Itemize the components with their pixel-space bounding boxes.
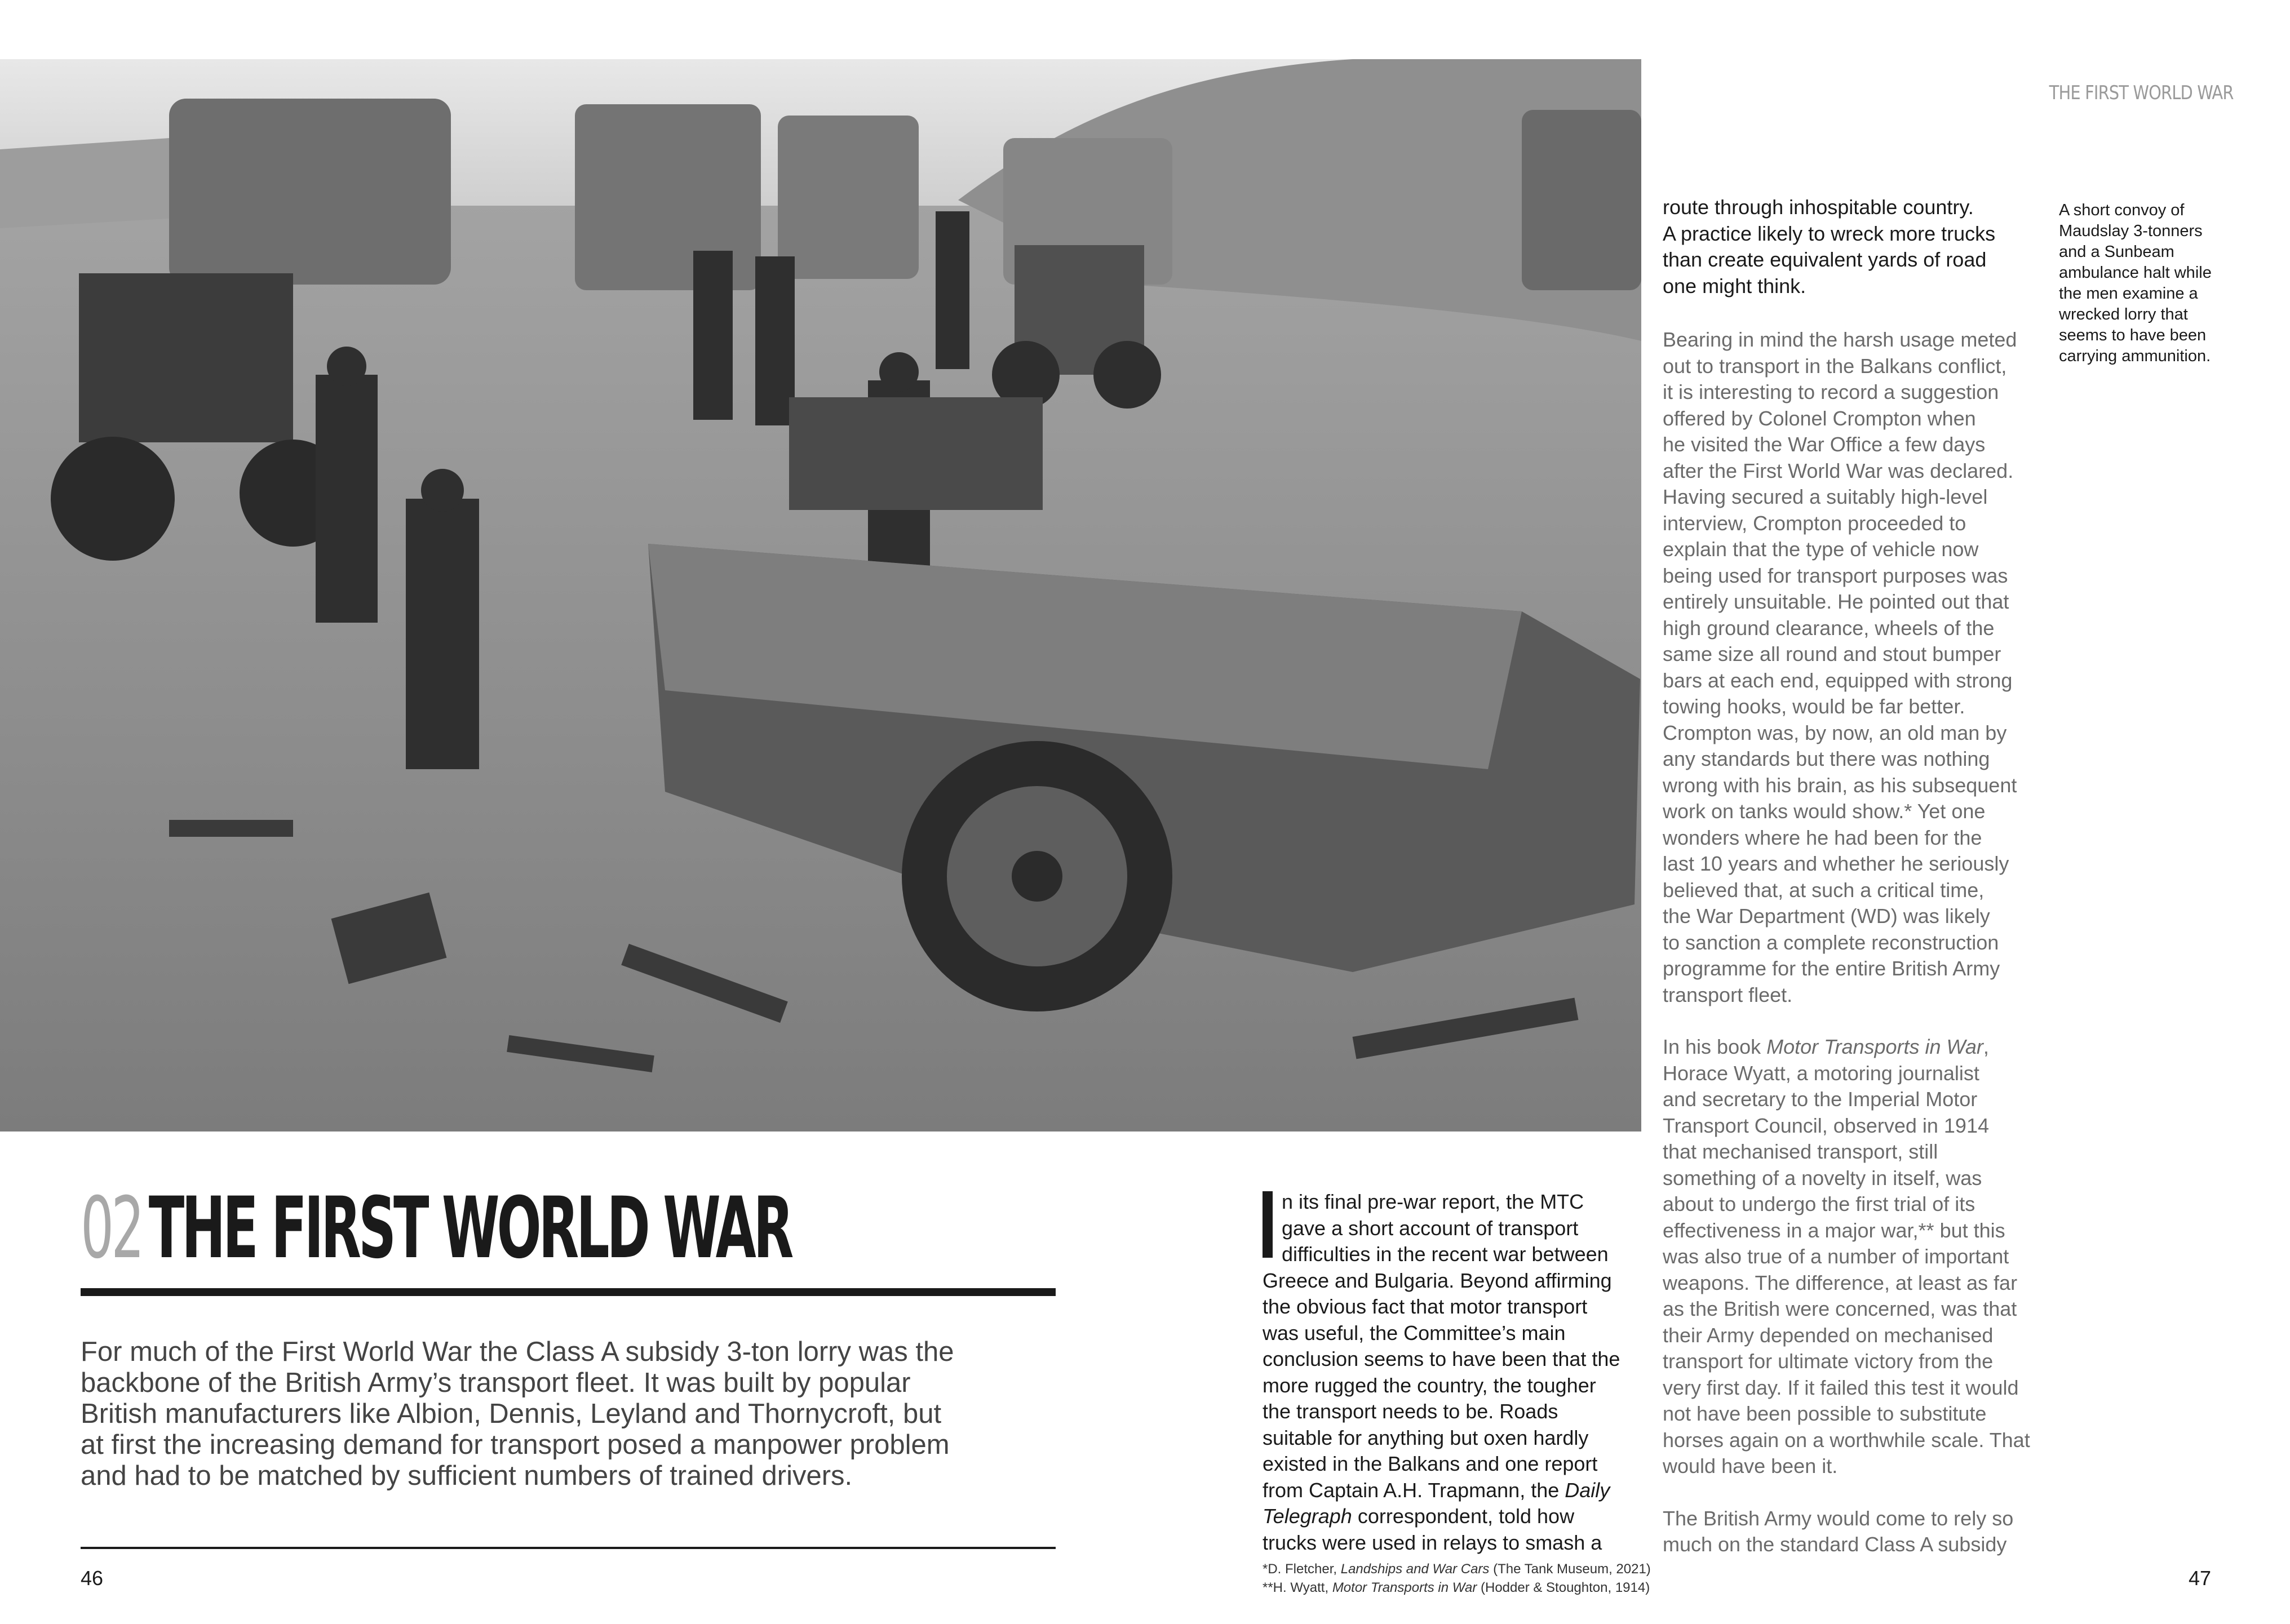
body-line: the obvious fact that motor transport — [1263, 1295, 1588, 1318]
body-line: as the British were concerned, was that — [1663, 1297, 2017, 1320]
body-line: to sanction a complete reconstruction — [1663, 930, 1999, 954]
body-line: being used for transport purposes was — [1663, 563, 2008, 587]
body-line: route through inhospitable country. — [1663, 196, 1974, 219]
body-line: A practice likely to wreck more trucks — [1663, 221, 1996, 245]
intro-line: For much of the First World War the Class A subsidy 3-ton lorry was the — [81, 1337, 954, 1367]
body-line: from Captain A.H. Trapmann, the Daily — [1263, 1478, 1610, 1502]
body-line: the transport needs to be. Roads — [1263, 1400, 1558, 1423]
body-line: Horace Wyatt, a motoring journalist — [1663, 1061, 1979, 1085]
body-line: horses again on a worthwhile scale. That — [1663, 1428, 2030, 1452]
body-line: believed that, at such a critical time, — [1663, 878, 1985, 902]
body-line: trucks were used in relays to smash a — [1263, 1530, 1602, 1554]
body-line: last 10 years and whether he seriously — [1663, 852, 2009, 875]
body-line: and secretary to the Imperial Motor — [1663, 1088, 1978, 1111]
body-line: gave a short account of transport — [1282, 1216, 1579, 1240]
body-line: programme for the entire British Army — [1663, 957, 2000, 980]
body-line: difficulties in the recent war between — [1282, 1243, 1609, 1266]
intro-line: at first the increasing demand for transport posed a manpower problem — [81, 1430, 950, 1460]
body-line: not have been possible to substitute — [1663, 1402, 1987, 1425]
body-column-right — [1663, 327, 2057, 1584]
body-line: In his book Motor Transports in War, — [1663, 1035, 1989, 1058]
body-line: out to transport in the Balkans conflict, — [1663, 354, 2007, 378]
body-line: about to undergo the first trial of its — [1663, 1192, 1975, 1215]
body-line: high ground clearance, wheels of the — [1663, 616, 1995, 640]
paragraph-british-army — [1663, 1506, 2057, 1558]
body-line: entirely unsuitable. He pointed out that — [1663, 590, 2009, 613]
body-line: offered by Colonel Crompton when — [1663, 406, 1976, 430]
body-line: he visited the War Office a few days — [1663, 433, 1986, 456]
body-line: would have been it. — [1663, 1454, 1838, 1477]
paragraph-crompton — [1663, 327, 2057, 1008]
caption-line: the men examine a — [2059, 285, 2198, 303]
caption-line: carrying ammunition. — [2059, 347, 2211, 365]
caption-line: A short convoy of — [2059, 201, 2185, 219]
body-line: one might think. — [1663, 274, 1806, 298]
body-line: any standards but there was nothing — [1663, 747, 1990, 770]
body-line: much on the standard Class A subsidy — [1663, 1533, 2007, 1556]
body-line: suitable for anything but oxen hardly — [1263, 1426, 1589, 1449]
caption-line: and a Sunbeam — [2059, 243, 2174, 261]
body-line: wonders where he had been for the — [1663, 826, 1982, 849]
body-line: transport fleet. — [1663, 983, 1793, 1006]
body-column-middle — [1263, 1189, 1651, 1556]
body-line: existed in the Balkans and one report — [1263, 1452, 1598, 1475]
body-line: Bearing in mind the harsh usage meted — [1663, 328, 2017, 351]
caption-line: seems to have been — [2059, 326, 2207, 344]
page-number-right: 47 — [2188, 1567, 2211, 1590]
body-line: The British Army would come to rely so — [1663, 1506, 2014, 1530]
bottom-rule — [81, 1547, 1056, 1549]
wrecked-lorry-photo — [0, 59, 1641, 1132]
photo-caption — [2059, 200, 2245, 367]
body-line: their Army depended on mechanised — [1663, 1323, 1994, 1347]
body-line: something of a novelty in itself, was — [1663, 1166, 1982, 1190]
body-line: n its final pre-war report, the MTC — [1282, 1190, 1584, 1213]
body-line: very first day. If it failed this test it would — [1663, 1375, 2019, 1399]
body-line: effectiveness in a major war,** but this — [1663, 1218, 2005, 1242]
body-line: Having secured a suitably high-level — [1663, 485, 1988, 508]
footnote-2: **H. Wyatt, Motor Transports in War (Hodder & Stoughton, 1914) — [1263, 1580, 1650, 1595]
footnotes — [1263, 1560, 1651, 1597]
book-title: Motor Transports in War — [1766, 1035, 1983, 1058]
newspaper-name: Daily — [1565, 1478, 1610, 1502]
caption-line: wrecked lorry that — [2059, 305, 2188, 323]
body-line: Transport Council, observed in 1914 — [1663, 1113, 1989, 1137]
footnote-1: *D. Fletcher, Landships and War Cars (The Tank Museum, 2021) — [1263, 1561, 1651, 1577]
chapter-title-text: THE FIRST WORLD WAR — [148, 1179, 791, 1277]
body-line: explain that the type of vehicle now — [1663, 538, 1979, 561]
body-line: work on tanks would show.* Yet one — [1663, 800, 1986, 823]
title-rule — [81, 1288, 1056, 1296]
body-line: it is interesting to record a suggestion — [1663, 380, 1999, 403]
body-line: Crompton was, by now, an old man by — [1663, 721, 2007, 744]
body-line: wrong with his brain, as his subsequent — [1663, 773, 2017, 797]
body-line: weapons. The difference, at least as far — [1663, 1271, 2018, 1294]
body-column-right-top — [1663, 194, 2057, 299]
caption-line: Maudslay 3-tonners — [2059, 222, 2203, 240]
body-line: that mechanised transport, still — [1663, 1140, 1938, 1163]
body-line: Greece and Bulgaria. Beyond affirming — [1263, 1268, 1612, 1292]
body-line: was also true of a number of important — [1663, 1245, 2009, 1268]
page-number-left: 46 — [81, 1567, 104, 1590]
intro-line: and had to be matched by sufficient numbers of trained drivers. — [81, 1461, 853, 1491]
intro-line: backbone of the British Army’s transport fleet. It was built by popular — [81, 1368, 911, 1398]
body-line: towing hooks, would be far better. — [1663, 695, 1965, 718]
body-line: transport for ultimate victory from the — [1663, 1350, 1994, 1373]
running-head: THE FIRST WORLD WAR — [2049, 82, 2234, 104]
paragraph-wyatt — [1663, 1034, 2057, 1480]
body-line: conclusion seems to have been that the — [1263, 1347, 1620, 1370]
body-line: more rugged the country, the tougher — [1263, 1373, 1596, 1397]
chapter-number: 02 — [81, 1179, 142, 1277]
body-line: than create equivalent yards of road — [1663, 248, 1987, 271]
body-line: same size all round and stout bumper — [1663, 642, 2001, 665]
body-line: bars at each end, equipped with strong — [1663, 668, 2013, 692]
body-line: was useful, the Committee’s main — [1263, 1321, 1566, 1345]
newspaper-name: Telegraph — [1263, 1505, 1352, 1528]
body-line: Telegraph correspondent, told how — [1263, 1505, 1575, 1528]
intro-paragraph — [81, 1337, 1061, 1492]
body-line: after the First World War was declared. — [1663, 459, 2014, 482]
intro-line: British manufacturers like Albion, Dennis, Leyland and Thornycroft, but — [81, 1399, 942, 1429]
chapter-title — [81, 1179, 791, 1277]
caption-line: ambulance halt while — [2059, 264, 2212, 282]
body-line: the War Department (WD) was likely — [1663, 904, 1990, 928]
body-line: interview, Crompton proceeded to — [1663, 511, 1966, 535]
